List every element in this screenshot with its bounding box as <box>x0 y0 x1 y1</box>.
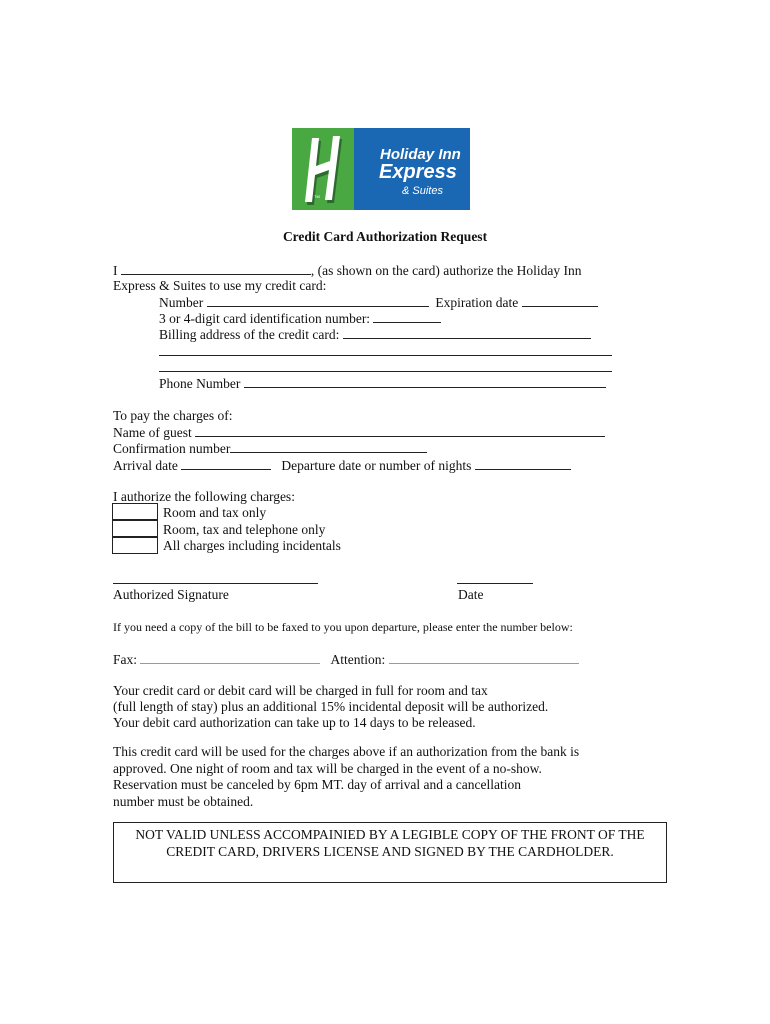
billing-address-field-3[interactable] <box>159 371 612 372</box>
policy2-line2: approved. One night of room and tax will be charged in the event of a no-show. <box>113 761 542 776</box>
validity-notice: NOT VALID UNLESS ACCOMPAINIED BY A LEGIBLE COPY OF THE FRONT OF THE CREDIT CARD, DRIVERS LICENSE AND SIGNED BY THE CARDHOLDER. <box>113 822 667 883</box>
attention-label: Attention: <box>330 652 386 667</box>
policy2-line4: number must be obtained. <box>113 794 254 809</box>
policy1-line1: Your credit card or debit card will be charged in full for room and tax <box>113 683 488 698</box>
arrival-label: Arrival date <box>113 458 178 473</box>
authorize-suffix: , (as shown on the card) authorize the Holiday Inn <box>310 263 582 278</box>
charges-heading: To pay the charges of: <box>113 408 233 423</box>
date-field[interactable] <box>457 583 533 584</box>
cardholder-name-field[interactable] <box>121 262 311 275</box>
option-checkbox-2[interactable] <box>112 520 158 537</box>
expiration-field[interactable] <box>522 294 598 307</box>
billing-address-field-1[interactable] <box>343 326 591 339</box>
departure-label: Departure date or number of nights <box>281 458 472 473</box>
option-label-1: Room and tax only <box>163 505 267 520</box>
arrival-date-field[interactable] <box>181 457 271 470</box>
policy1-line2: (full length of stay) plus an additional 15% incidental deposit will be authorized. <box>113 699 549 714</box>
logo-green-panel <box>292 128 354 210</box>
option-label-2: Room, tax and telephone only <box>163 522 326 537</box>
fax-label: Fax: <box>113 652 138 667</box>
page-title: Credit Card Authorization Request <box>282 229 488 244</box>
confirmation-row <box>113 440 427 457</box>
dates-row <box>113 457 571 474</box>
phone-label: Phone Number <box>159 376 241 391</box>
billing-address-field-2[interactable] <box>159 355 612 356</box>
confirmation-field[interactable] <box>230 440 427 453</box>
signature-field[interactable] <box>113 583 318 584</box>
option-checkbox-1[interactable] <box>112 503 158 520</box>
card-number-row <box>159 294 598 311</box>
cid-field[interactable] <box>373 310 441 323</box>
policy2-line1: This credit card will be used for the charges above if an authorization from the bank is <box>113 744 580 759</box>
attention-field[interactable] <box>389 651 579 664</box>
date-label: Date <box>458 587 484 602</box>
phone-field[interactable] <box>244 375 606 388</box>
fax-field[interactable] <box>140 651 320 664</box>
policy1-line3: Your debit card authorization can take up to 14 days to be released. <box>113 715 476 730</box>
logo-line2: Express <box>379 161 457 183</box>
expiration-label: Expiration date <box>435 295 519 310</box>
cid-label: 3 or 4-digit card identification number: <box>159 311 371 326</box>
card-number-field[interactable] <box>207 294 429 307</box>
billing-label: Billing address of the credit card: <box>159 327 340 342</box>
authorize-line1 <box>113 262 582 279</box>
option-checkbox-3[interactable] <box>112 537 158 554</box>
confirmation-label: Confirmation number <box>113 441 231 456</box>
authorize-line2: Express & Suites to use my credit card: <box>113 278 327 293</box>
phone-row <box>159 375 606 392</box>
guest-row <box>113 424 605 441</box>
option-label-3: All charges including incidentals <box>163 538 341 553</box>
options-heading: I authorize the following charges: <box>113 489 295 504</box>
fax-note: If you need a copy of the bill to be faxed to you upon departure, please enter the number below: <box>113 620 573 634</box>
guest-label: Name of guest <box>113 425 192 440</box>
hotel-logo <box>292 128 470 210</box>
logo-h-mark <box>292 128 354 210</box>
policy2-line3: Reservation must be canceled by 6pm MT. day of arrival and a cancellation <box>113 777 521 792</box>
cid-row <box>159 310 441 327</box>
logo-line1: Holiday Inn <box>380 146 461 163</box>
departure-field[interactable] <box>475 457 571 470</box>
logo-line3: & Suites <box>402 185 443 197</box>
logo-tm: TM <box>314 194 320 199</box>
guest-name-field[interactable] <box>195 424 605 437</box>
fax-row <box>113 651 579 668</box>
authorize-prefix: I <box>113 263 118 278</box>
card-number-label: Number <box>159 295 204 310</box>
signature-label: Authorized Signature <box>113 587 229 602</box>
billing-row <box>159 326 591 343</box>
